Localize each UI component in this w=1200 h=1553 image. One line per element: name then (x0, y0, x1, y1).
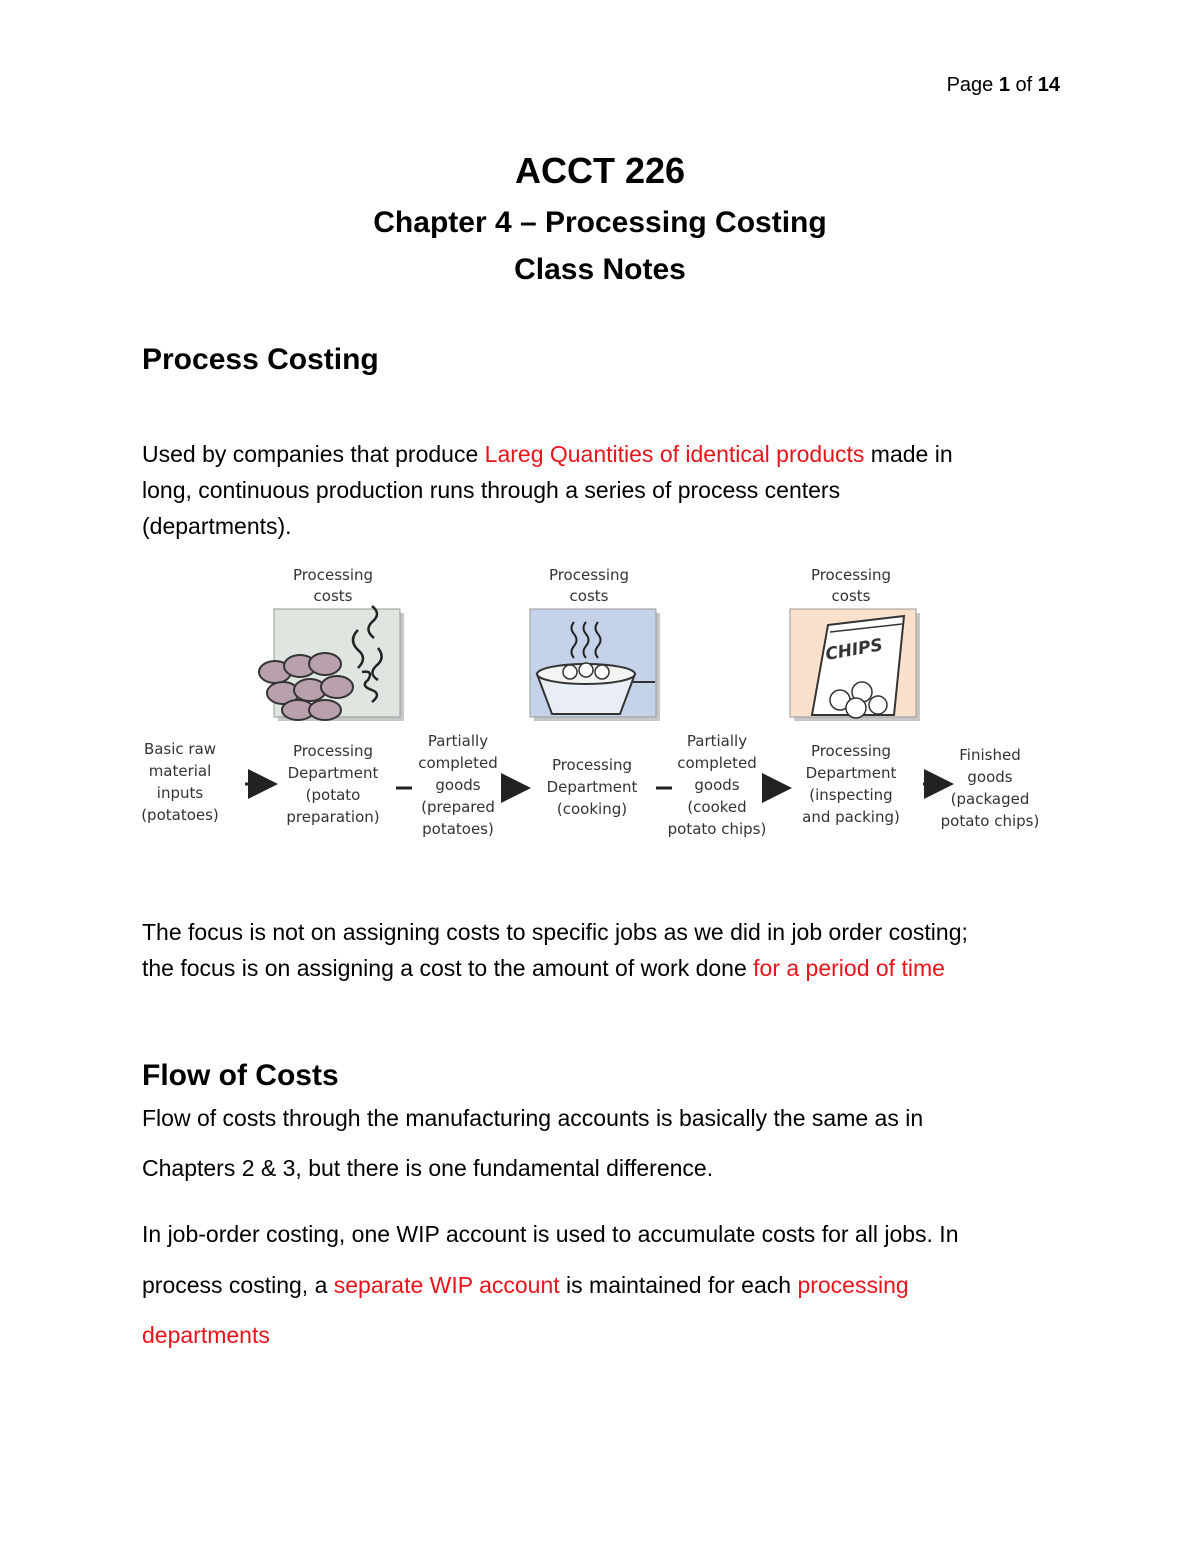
svg-text:(inspecting: (inspecting (809, 786, 893, 804)
chapter-title: Chapter 4 – Processing Costing (373, 206, 827, 239)
svg-text:Department: Department (805, 764, 897, 782)
svg-text:Partially: Partially (427, 732, 489, 750)
notes-subtitle: Class Notes (514, 253, 686, 286)
cost-label: Processing (810, 566, 892, 584)
svg-text:completed: completed (677, 754, 757, 772)
process-flow-diagram (140, 560, 1060, 850)
svg-text:(packaged: (packaged (950, 790, 1030, 808)
paragraph-line: Flow of costs through the manufacturing accounts is basically the same as in (142, 1105, 924, 1131)
svg-text:Processing: Processing (810, 742, 892, 760)
paragraph-line: In job-order costing, one WIP account is used to accumulate costs for all jobs. In (142, 1221, 959, 1247)
dept-potato-preparation-label (286, 742, 379, 826)
svg-text:inputs: inputs (156, 784, 204, 802)
paragraph-line: The focus is not on assigning costs to specific jobs as we did in job order costing; (142, 919, 968, 945)
partially-completed-prepared-label (418, 732, 498, 838)
cooking-pot-illustration (530, 609, 660, 721)
svg-text:goods: goods (967, 768, 1013, 786)
svg-text:goods: goods (435, 776, 481, 794)
course-title: ACCT 226 (514, 150, 686, 191)
svg-text:potato chips): potato chips) (940, 812, 1040, 830)
svg-text:Processing: Processing (292, 742, 374, 760)
svg-text:Department: Department (546, 778, 638, 796)
svg-text:preparation): preparation) (286, 808, 380, 826)
svg-text:Basic raw: Basic raw (143, 740, 217, 758)
cost-label: Processing (292, 566, 374, 584)
paragraph-line: (departments). (142, 513, 292, 539)
cost-label: Processing (548, 566, 630, 584)
svg-text:Partially: Partially (686, 732, 748, 750)
svg-text:(potato: (potato (305, 786, 361, 804)
cost-label: costs (831, 587, 871, 605)
svg-text:(prepared: (prepared (421, 798, 495, 816)
svg-text:Department: Department (287, 764, 379, 782)
svg-text:completed: completed (418, 754, 498, 772)
svg-text:(cooking): (cooking) (556, 800, 628, 818)
svg-text:goods: goods (694, 776, 740, 794)
paragraph-line: long, continuous production runs through a series of process centers (142, 477, 841, 503)
svg-text:potato chips): potato chips) (667, 820, 767, 838)
partially-completed-cooked-label (668, 732, 767, 838)
svg-text:(cooked: (cooked (687, 798, 747, 816)
paragraph-line: the focus is on assigning a cost to the amount of work done for a period of time (142, 955, 945, 981)
raw-material-inputs-label (141, 740, 219, 824)
dept-inspecting-packing-label (802, 742, 900, 826)
page-number: Page 1 of 14 (946, 74, 1060, 96)
section-heading-flow-of-costs: Flow of Costs (142, 1059, 339, 1092)
section-heading-process-costing: Process Costing (142, 343, 379, 376)
potato-preparation-illustration (259, 606, 404, 721)
paragraph-line: Used by companies that produce Lareg Quantities of identical products made in (142, 441, 953, 467)
dept-cooking-label (547, 756, 638, 818)
finished-goods-label (941, 746, 1040, 830)
svg-text:potatoes): potatoes) (422, 820, 494, 838)
svg-text:(potatoes): (potatoes) (141, 806, 219, 824)
paragraph-line: process costing, a separate WIP account is maintained for each processing (142, 1272, 909, 1298)
paragraph-line: departments (142, 1322, 270, 1348)
paragraph-line: Chapters 2 & 3, but there is one fundamental difference. (142, 1155, 714, 1181)
cost-label: costs (569, 587, 609, 605)
cost-label: costs (313, 587, 353, 605)
chips-bag-illustration (790, 609, 920, 721)
svg-text:and packing): and packing) (802, 808, 900, 826)
svg-text:Processing: Processing (551, 756, 633, 774)
svg-text:Finished: Finished (959, 746, 1021, 764)
chips-label: CHIPS (823, 635, 885, 665)
svg-text:material: material (148, 762, 212, 780)
